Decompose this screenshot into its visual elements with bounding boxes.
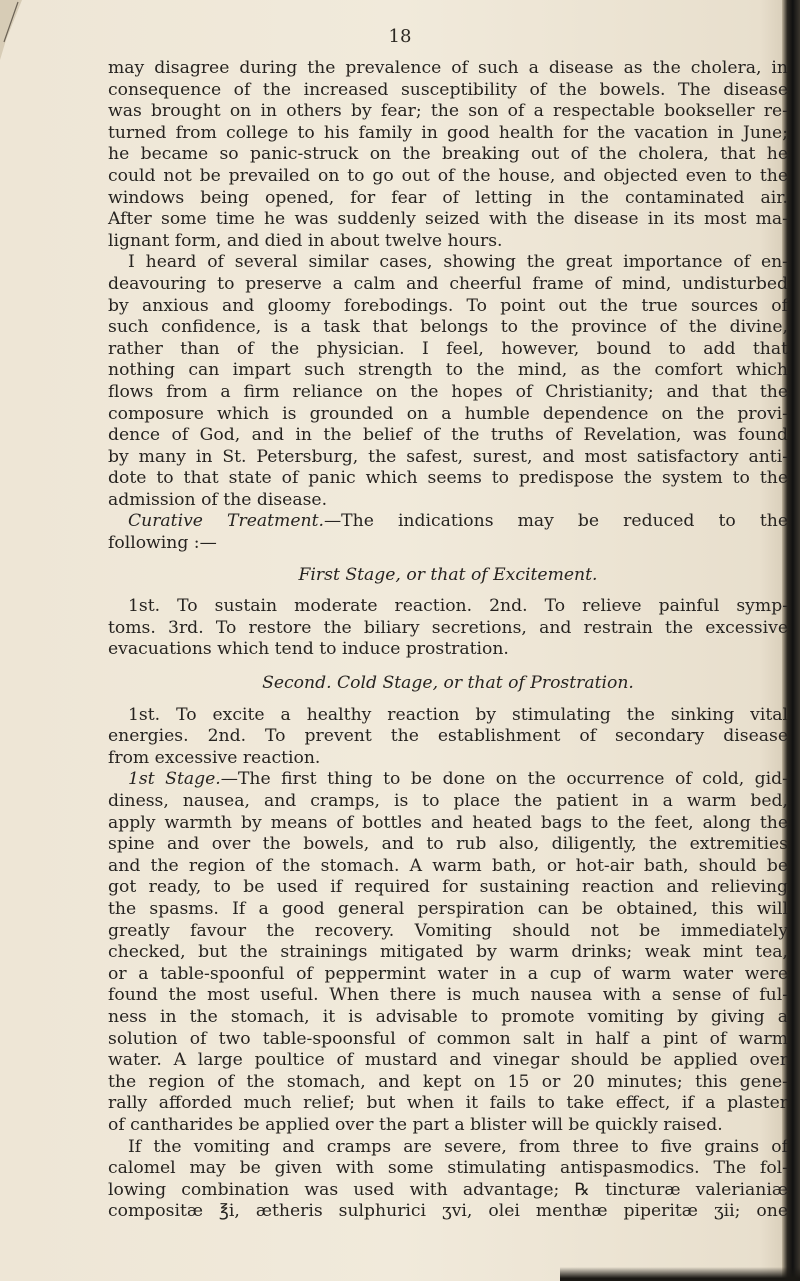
- text-line: found the most useful. When there is much nausea with a sense of ful-: [108, 985, 788, 1006]
- text-line: evacuations which tend to induce prostration.: [108, 639, 509, 660]
- text-line: got ready, to be used if required for sustaining reaction and relieving: [108, 877, 788, 898]
- text-line: [108, 511, 788, 533]
- text-line: apply warmth by means of bottles and heated bags to the feet, along the: [108, 812, 788, 833]
- section-lead-curative-treatment: Curative Treatment.: [128, 511, 324, 532]
- paragraph-1: [108, 58, 788, 252]
- text-line: greatly favour the recovery. Vomiting should not be immediately: [108, 920, 788, 941]
- text-line: energies. 2nd. To prevent the establishment of secondary disease: [108, 726, 788, 747]
- page-text: [108, 58, 788, 1223]
- text-line: or a table-spoonful of peppermint water in a cup of warm water were: [108, 963, 788, 984]
- text-line: compositæ ℥i, ætheris sulphurici ʒvi, olei menthæ piperitæ ʒii; one: [108, 1201, 788, 1222]
- text-line: diness, nausea, and cramps, is to place the patient in a warm bed,: [108, 791, 788, 811]
- text-line: dote to that state of panic which seems to predispose the system to the: [108, 468, 788, 489]
- text-line: lignant form, and died in about twelve hours.: [108, 230, 503, 251]
- text-line: rather than of the physician. I feel, however, bound to add that: [108, 338, 788, 359]
- text-line: nothing can impart such strength to the mind, as the comfort which: [108, 360, 788, 381]
- text-run: —The first thing to be done on the occurrence of cold, gid-: [220, 769, 788, 790]
- text-line: was brought on in others by fear; the son of a respectable bookseller re-: [108, 101, 788, 122]
- text-line: solution of two table-spoonsful of common salt in half a pint of warm: [108, 1028, 788, 1049]
- text-line: ness in the stomach, it is advisable to promote vomiting by giving a: [108, 1006, 788, 1027]
- paragraph-last: [108, 1137, 788, 1223]
- text-line: the spasms. If a good general perspiration can be obtained, this will: [108, 898, 788, 919]
- text-line: After some time he was suddenly seized with the disease in its most ma-: [108, 209, 788, 230]
- text-line: windows being opened, for fear of letting in the contaminated air.: [108, 187, 788, 208]
- text-line: 1st. To excite a healthy reaction by stimulating the sinking vital: [128, 704, 788, 725]
- text-line: water. A large poultice of mustard and vinegar should be applied over: [108, 1050, 788, 1071]
- section-lead-stage-one: 1st Stage.: [128, 769, 221, 790]
- paragraph-curative-treatment: [108, 511, 788, 554]
- text-line: and the region of the stomach. A warm bath, or hot-air bath, should be: [108, 855, 788, 876]
- paragraph-second-stage: [108, 705, 788, 770]
- text-line: rally afforded much relief; but when it fails to take effect, if a plaster: [108, 1093, 788, 1114]
- page-number: 18: [388, 26, 412, 47]
- text-line: may disagree during the prevalence of such a disease as the cholera, in: [108, 58, 788, 78]
- paragraph-stage-one: [108, 769, 788, 1136]
- paragraph-first-stage: [108, 596, 788, 661]
- page-bottom-shadow: [560, 1267, 800, 1281]
- text-line: by anxious and gloomy forebodings. To point out the true sources of: [108, 295, 788, 316]
- text-line: composure which is grounded on a humble dependence on the provi-: [108, 403, 788, 424]
- text-line: from excessive reaction.: [108, 747, 321, 768]
- text-line: flows from a firm reliance on the hopes of Christianity; and that the: [108, 381, 788, 402]
- text-line: lowing combination was used with advantage; ℞ tincturæ valerianiæ: [108, 1179, 788, 1200]
- text-line: following :—: [108, 533, 217, 554]
- text-line: consequence of the increased susceptibility of the bowels. The disease: [108, 79, 788, 100]
- heading-first-stage: First Stage, or that of Excitement.: [298, 564, 598, 585]
- text-line: turned from college to his family in good health for the vacation in June;: [108, 122, 788, 143]
- text-line: deavouring to preserve a calm and cheerful frame of mind, undisturbed: [108, 273, 788, 294]
- text-line: could not be prevailed on to go out of the house, and objected even to the: [108, 165, 788, 186]
- text-line: admission of the disease.: [108, 489, 328, 510]
- paragraph-2: [108, 252, 788, 511]
- text-line: toms. 3rd. To restore the biliary secretions, and restrain the excessive: [108, 617, 788, 638]
- text-line: the region of the stomach, and kept on 15 or 20 minutes; this gene-: [108, 1071, 788, 1092]
- text-line: [108, 769, 788, 791]
- text-line: spine and over the bowels, and to rub also, diligently, the extremities: [108, 834, 788, 855]
- text-line: If the vomiting and cramps are severe, from three to five grains of: [128, 1136, 788, 1157]
- text-line: I heard of several similar cases, showing the great importance of en-: [128, 252, 788, 273]
- text-line: calomel may be given with some stimulating antispasmodics. The fol-: [108, 1158, 788, 1179]
- text-line: of cantharides be applied over the part a blister will be quickly raised.: [108, 1114, 723, 1135]
- text-line: checked, but the strainings mitigated by warm drinks; weak mint tea,: [108, 942, 788, 963]
- text-line: dence of God, and in the belief of the truths of Revelation, was found: [108, 425, 788, 446]
- text-run: —The indications may be reduced to the: [323, 511, 788, 532]
- text-line: 1st. To sustain moderate reaction. 2nd. To relieve painful symp-: [128, 596, 788, 617]
- text-line: he became so panic-struck on the breaking out of the cholera, that he: [108, 144, 788, 165]
- text-line: by many in St. Petersburg, the safest, surest, and most satisfactory anti-: [108, 446, 788, 467]
- text-line: such confidence, is a task that belongs to the province of the divine,: [108, 317, 788, 338]
- heading-second-stage: Second. Cold Stage, or that of Prostration.: [262, 673, 634, 694]
